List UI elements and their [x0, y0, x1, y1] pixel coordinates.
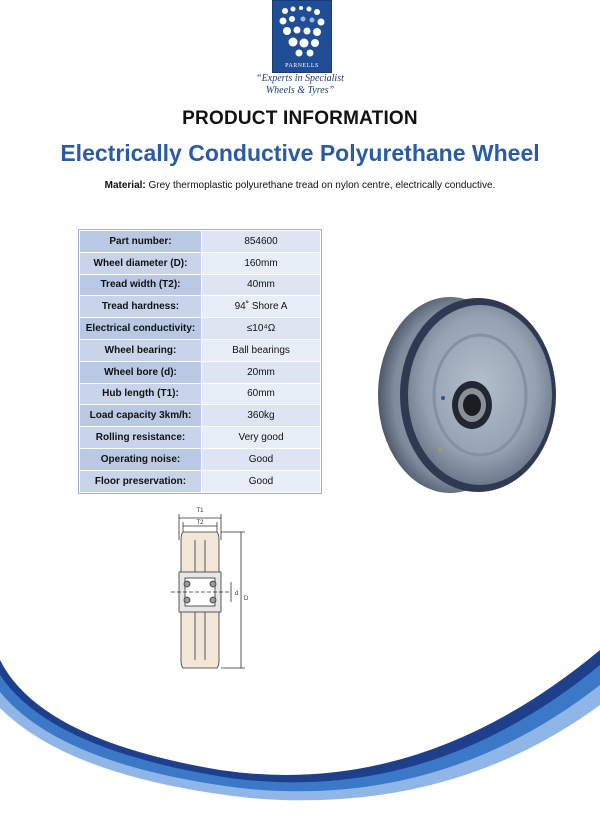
table-row	[80, 361, 321, 383]
spec-label: Part number:	[80, 231, 202, 253]
spec-label: Floor preservation:	[80, 470, 202, 492]
table-row	[80, 405, 321, 427]
dim-label-bore: d	[235, 591, 239, 597]
table-row	[80, 383, 321, 405]
spec-value: Ball bearings	[202, 339, 321, 361]
spec-label: Tread width (T2):	[80, 274, 202, 296]
dim-label-diameter: D	[244, 596, 249, 602]
spec-value: 20mm	[202, 361, 321, 383]
spec-value: 40mm	[202, 274, 321, 296]
spec-label: Electrical conductivity:	[80, 318, 202, 340]
material-label: Material:	[104, 180, 146, 191]
spec-label: Tread hardness:	[80, 296, 202, 318]
logo-tagline	[0, 73, 600, 97]
spec-table	[79, 230, 321, 493]
decorative-swoosh	[0, 600, 600, 837]
dim-label-t1: T1	[196, 508, 204, 514]
spec-value: ≤10⁴Ω	[202, 318, 321, 340]
spec-label: Wheel diameter (D):	[80, 252, 202, 274]
table-row	[80, 231, 321, 253]
tagline-line-2: Wheels & Tyres”	[265, 85, 335, 96]
tagline-line-1: “Experts in Specialist	[256, 73, 344, 84]
logo-dots-graphic	[273, 1, 331, 61]
spec-value: Good	[202, 470, 321, 492]
table-row	[80, 274, 321, 296]
table-row	[80, 296, 321, 318]
table-row	[80, 470, 321, 492]
spec-value: Good	[202, 448, 321, 470]
logo-wordmark: PARNELLS	[285, 63, 319, 69]
table-row	[80, 339, 321, 361]
product-title: Electrically Conductive Polyurethane Wheel	[60, 140, 540, 166]
spec-label: Load capacity 3km/h:	[80, 405, 202, 427]
spec-label: Operating noise:	[80, 448, 202, 470]
material-line	[0, 180, 600, 191]
spec-value: 60mm	[202, 383, 321, 405]
spec-value: 854600	[202, 231, 321, 253]
table-row	[80, 427, 321, 449]
spec-label: Wheel bore (d):	[80, 361, 202, 383]
table-row	[80, 318, 321, 340]
table-row	[80, 252, 321, 274]
spec-value: 160mm	[202, 252, 321, 274]
spec-value: 360kg	[202, 405, 321, 427]
dim-label-t2: T2	[196, 520, 204, 526]
wheel-photo	[370, 280, 570, 500]
spec-label: Rolling resistance:	[80, 427, 202, 449]
material-text: Grey thermoplastic polyurethane tread on nylon centre, electrically conductive.	[148, 180, 496, 191]
spec-value: Very good	[202, 427, 321, 449]
page-heading: PRODUCT INFORMATION	[182, 108, 418, 129]
table-row	[80, 448, 321, 470]
parnells-logo	[272, 0, 332, 73]
spec-label: Wheel bearing:	[80, 339, 202, 361]
spec-label: Hub length (T1):	[80, 383, 202, 405]
spec-value: 94˚ Shore A	[202, 296, 321, 318]
